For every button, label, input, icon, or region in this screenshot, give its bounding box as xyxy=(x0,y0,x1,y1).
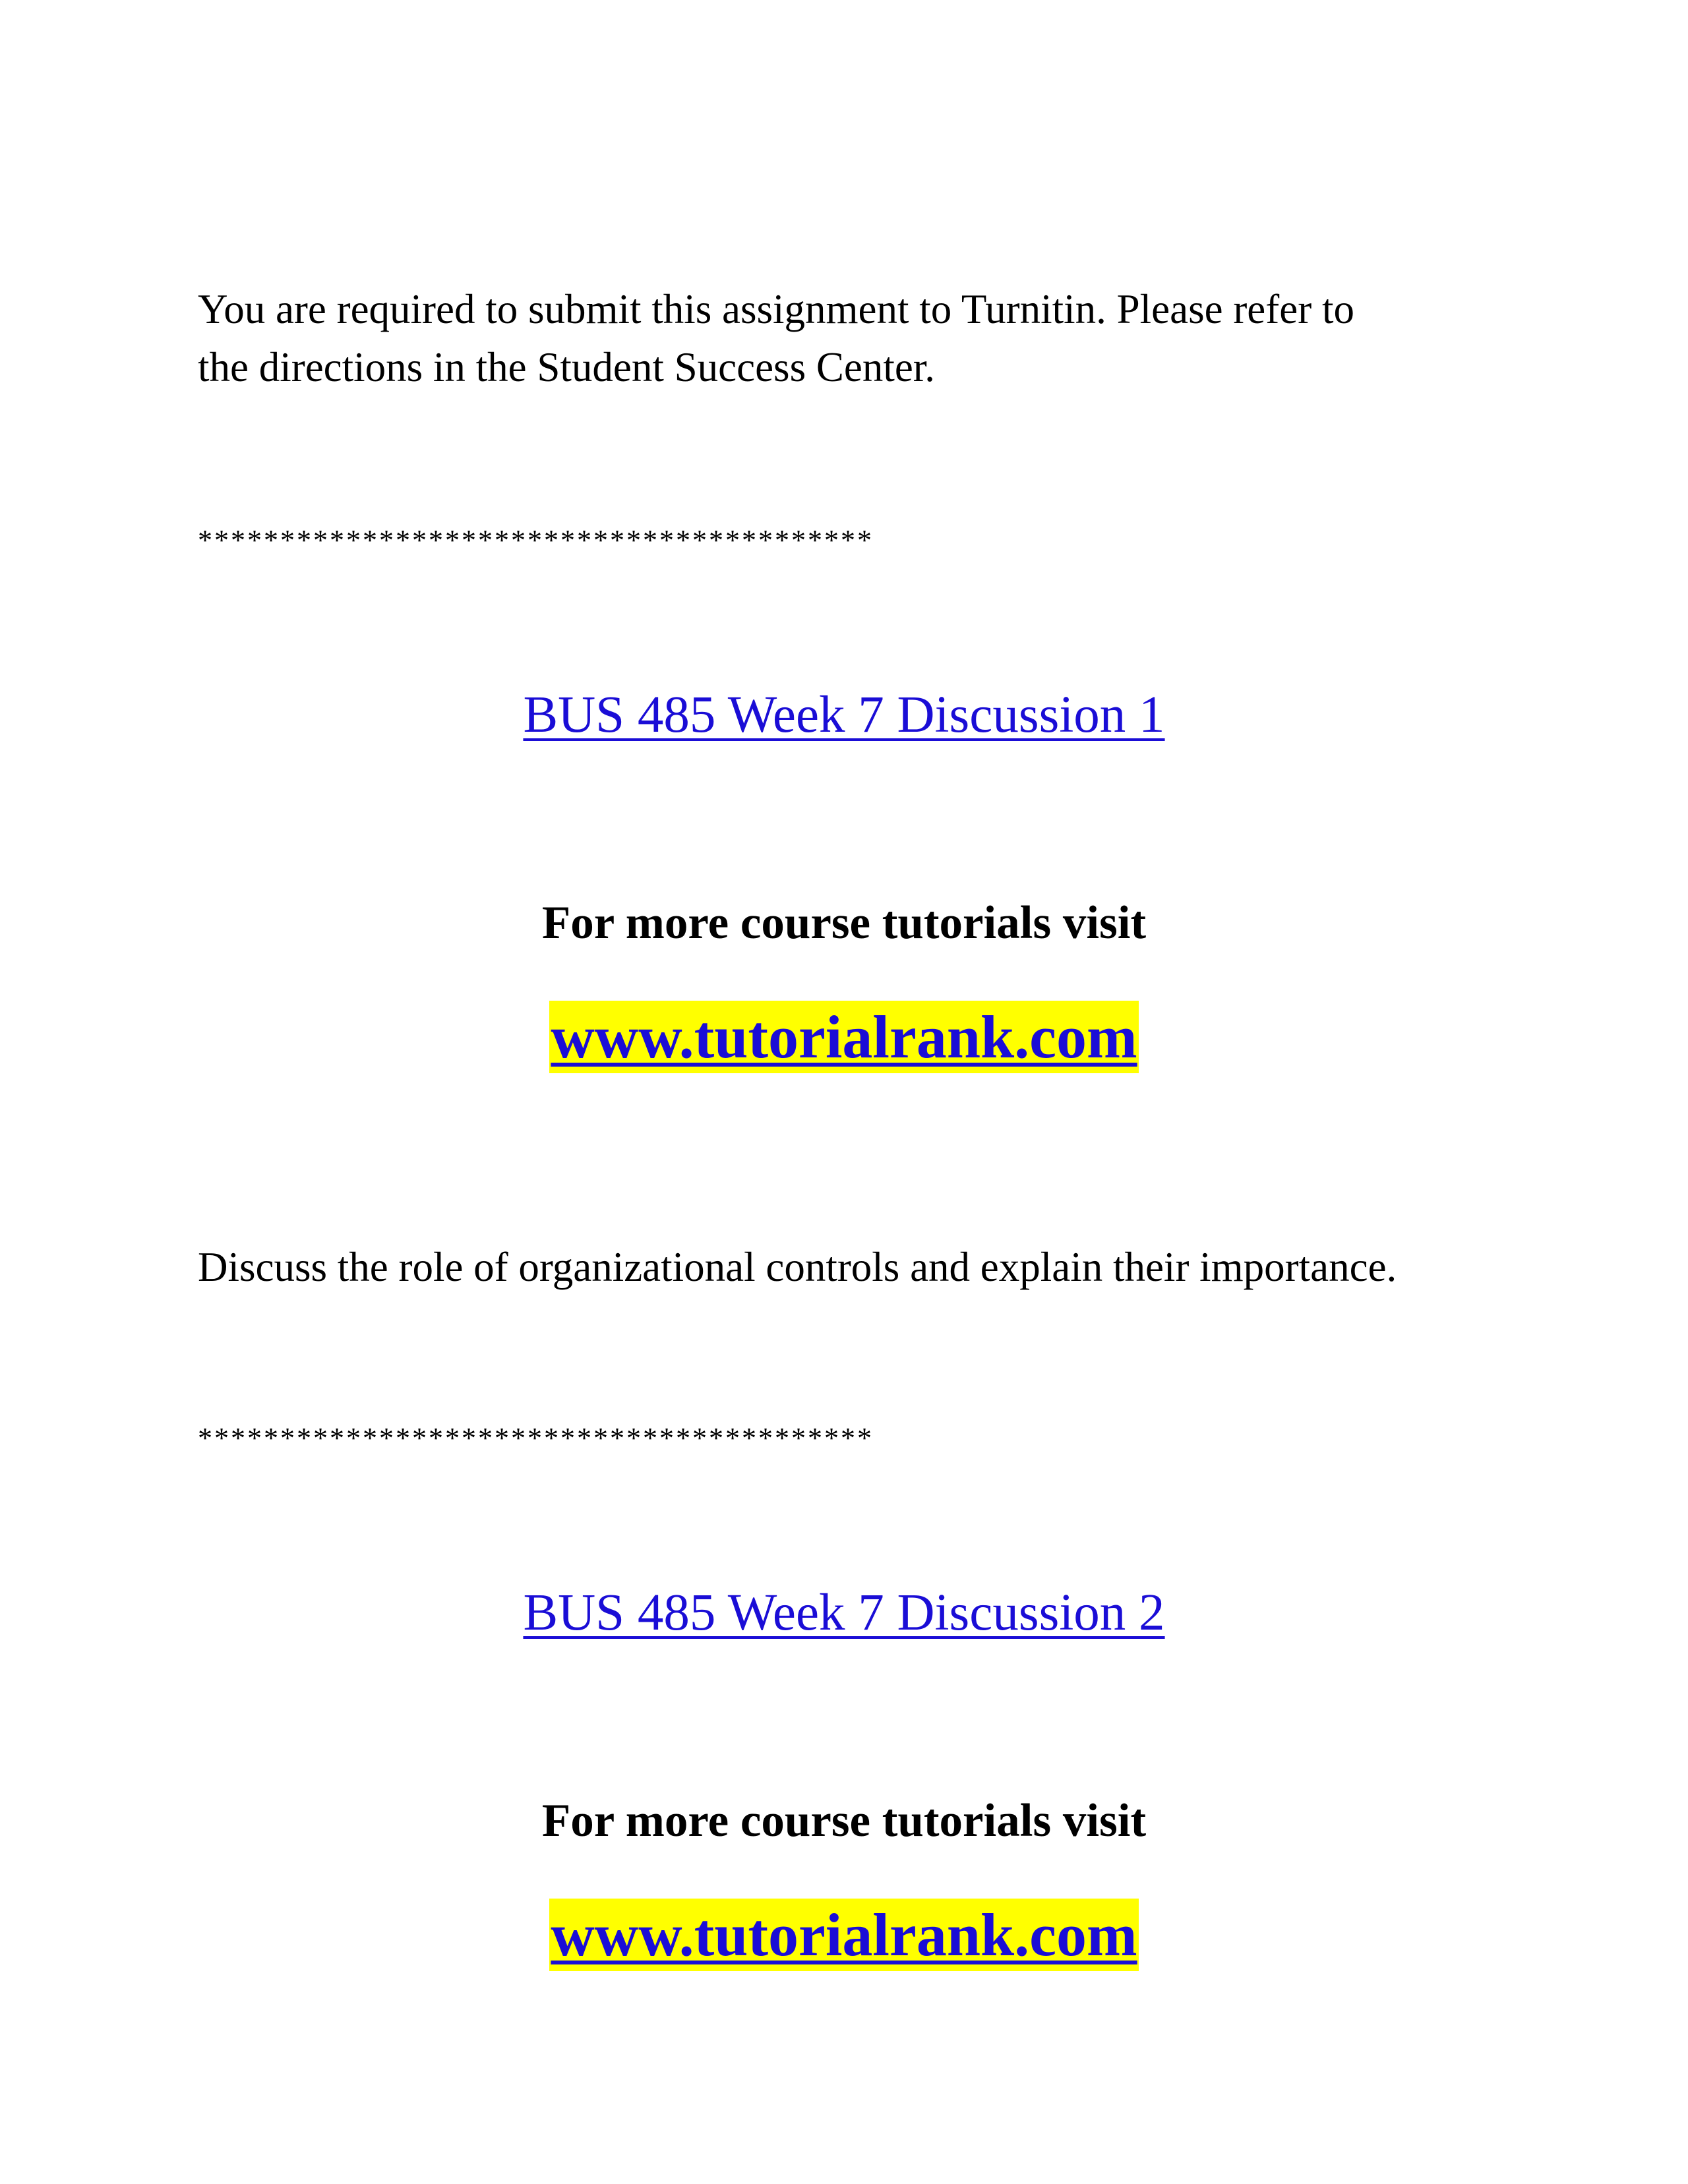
section-1-visit-block xyxy=(0,893,1688,953)
separator-1: ***************************************** xyxy=(198,524,874,556)
intro-paragraph xyxy=(198,280,1517,396)
discussion-1-link[interactable]: BUS 485 Week 7 Discussion 1 xyxy=(523,686,1165,744)
tutorialrank-link-1[interactable]: www.tutorialrank.com xyxy=(549,1001,1138,1073)
section-2-visit-block xyxy=(0,1791,1688,1850)
section-1-site-block xyxy=(0,1001,1688,1073)
discussion-1-body: Discuss the role of organizational controls and explain their importance. xyxy=(198,1244,1397,1290)
visit-text-1: For more course tutorials visit xyxy=(541,897,1147,949)
section-2-site-block xyxy=(0,1899,1688,1971)
separator-2: ***************************************** xyxy=(198,1422,874,1454)
visit-text-2: For more course tutorials visit xyxy=(541,1795,1147,1846)
section-1-title-block xyxy=(0,682,1688,748)
discussion-2-link[interactable]: BUS 485 Week 7 Discussion 2 xyxy=(523,1584,1165,1641)
tutorialrank-link-2[interactable]: www.tutorialrank.com xyxy=(549,1899,1138,1971)
intro-line-2: the directions in the Student Success Center. xyxy=(198,344,936,390)
section-2-title-block xyxy=(0,1580,1688,1646)
intro-line-1: You are required to submit this assignment to Turnitin. Please refer to xyxy=(198,286,1354,332)
